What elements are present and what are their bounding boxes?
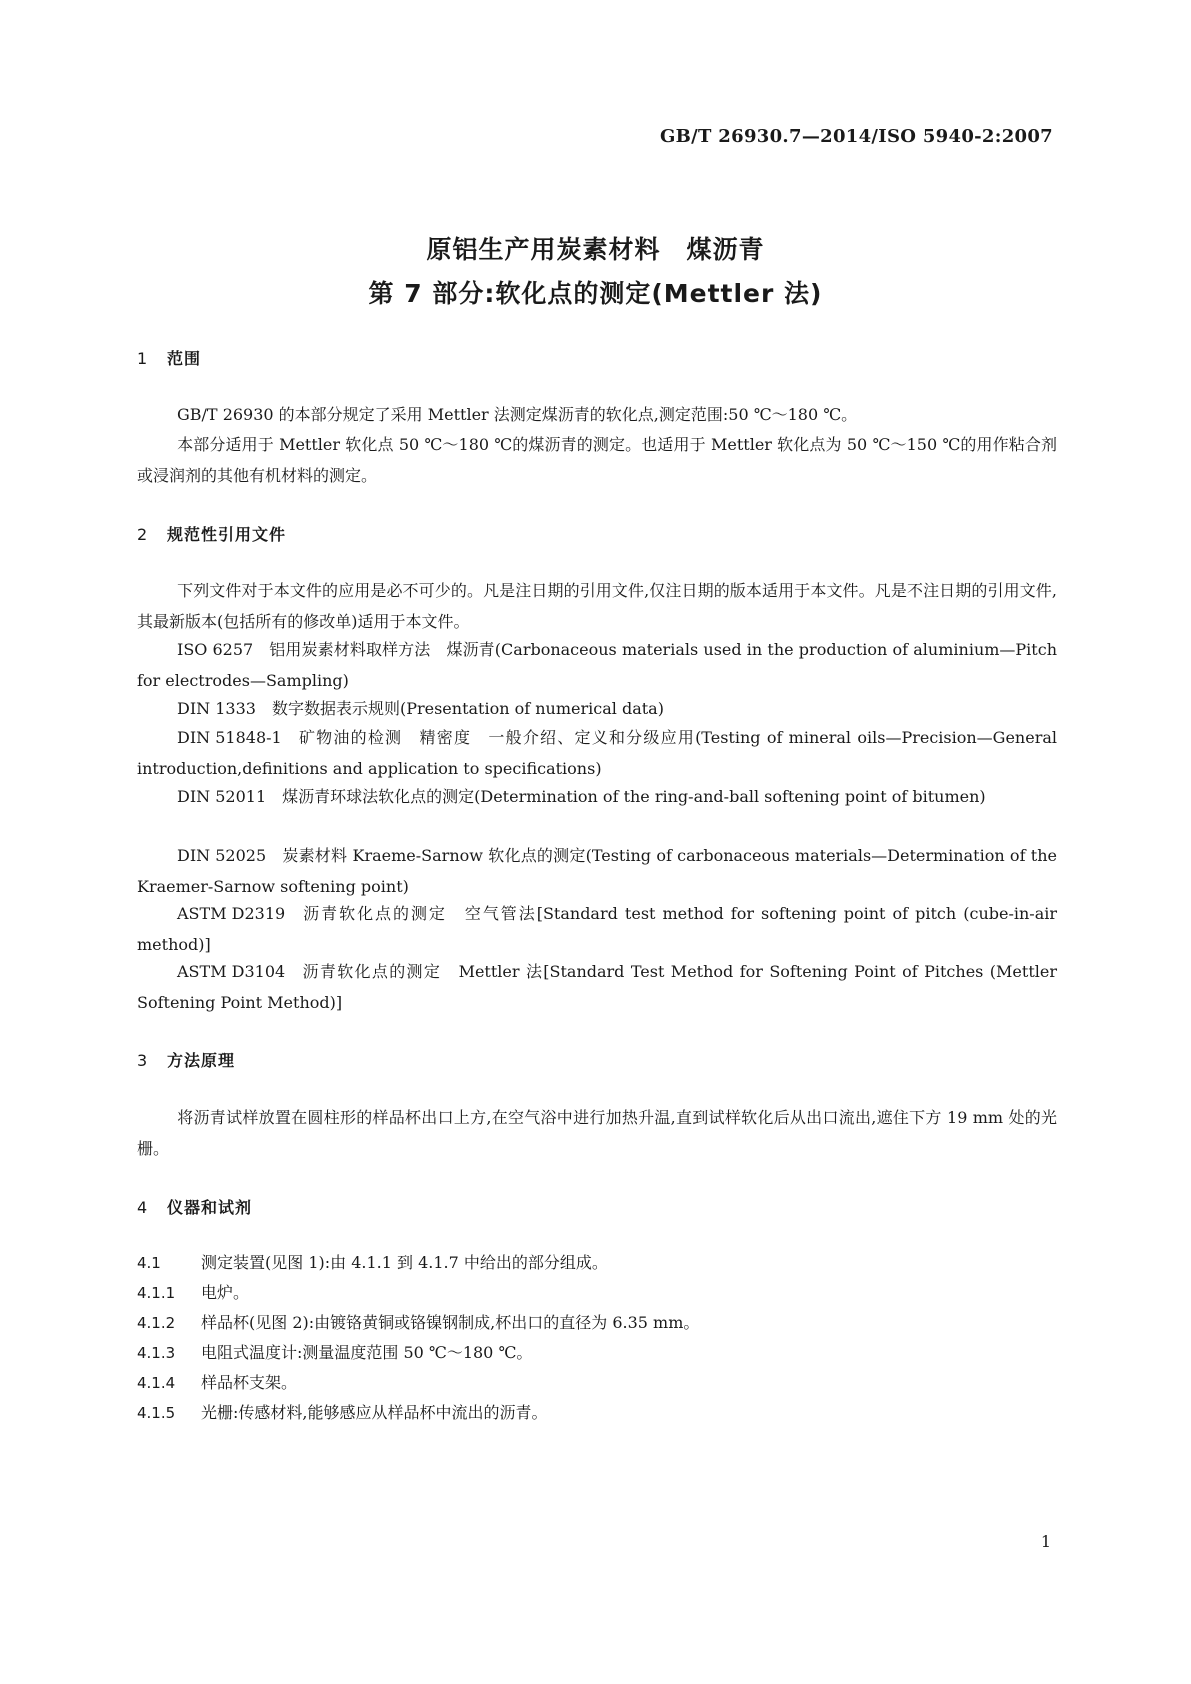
section-1-paragraph-1: GB/T 26930 的本部分规定了采用 Mettler 法测定煤沥青的软化点,测定范围:50 ℃～180 ℃。	[177, 405, 858, 424]
page-number: 1	[1040, 1532, 1051, 1551]
reference-item: DIN 52025 炭素材料 Kraeme-Sarnow 软化点的测定(Testing of carbonaceous materials—Determination of the Kraemer-Sarnow softening point)	[137, 846, 1057, 896]
reference-item: DIN 51848-1 矿物油的检测 精密度 一般介绍、定义和分级应用(Testing of mineral oils—Precision—General introduction,definitions and application to specifications)	[137, 728, 1057, 778]
section-1-heading: 1 范围	[137, 349, 202, 368]
clause-item: 4.1.2 样品杯(见图 2):由镀铬黄铜或铬镍钢制成,杯出口的直径为 6.35 mm。	[137, 1313, 700, 1332]
reference-item: ASTM D3104 沥青软化点的测定 Mettler 法[Standard Test Method for Softening Point of Pitches (Mettler Softening Point Method)]	[137, 962, 1057, 1012]
reference-item: ISO 6257 铝用炭素材料取样方法 煤沥青(Carbonaceous materials used in the production of aluminium—Pitch for electrodes—Sampling)	[137, 640, 1057, 690]
standard-code: GB/T 26930.7—2014/ISO 5940-2:2007	[659, 126, 1053, 147]
document-title-line1: 原铝生产用炭素材料 煤沥青	[426, 235, 765, 264]
reference-item: ASTM D2319 沥青软化点的测定 空气管法[Standard test method for softening point of pitch (cube-in-air method)]	[137, 904, 1057, 954]
section-1-paragraph-2: 本部分适用于 Mettler 软化点 50 ℃～180 ℃的煤沥青的测定。也适用于 Mettler 软化点为 50 ℃～150 ℃的用作粘合剂或浸润剂的其他有机材料的测定。	[137, 435, 1057, 485]
section-2-intro: 下列文件对于本文件的应用是必不可少的。凡是注日期的引用文件,仅注日期的版本适用于本文件。凡是不注日期的引用文件,其最新版本(包括所有的修改单)适用于本文件。	[137, 581, 1057, 631]
clause-item: 4.1.4 样品杯支架。	[137, 1373, 298, 1392]
section-3-paragraph: 将沥青试样放置在圆柱形的样品杯出口上方,在空气浴中进行加热升温,直到试样软化后从出口流出,遮住下方 19 mm 处的光栅。	[137, 1108, 1057, 1158]
section-3-heading: 3 方法原理	[137, 1051, 236, 1070]
document-title-line2: 第 7 部分:软化点的测定(Mettler 法)	[368, 279, 823, 308]
reference-item: DIN 1333 数字数据表示规则(Presentation of numerical data)	[177, 699, 664, 718]
section-2-heading: 2 规范性引用文件	[137, 525, 287, 544]
clause-item: 4.1.5 光栅:传感材料,能够感应从样品杯中流出的沥青。	[137, 1403, 548, 1422]
section-4-heading: 4 仪器和试剂	[137, 1198, 253, 1217]
reference-item: DIN 52011 煤沥青环球法软化点的测定(Determination of the ring-and-ball softening point of bitumen)	[177, 787, 986, 806]
clause-item: 4.1.3 电阻式温度计:测量温度范围 50 ℃～180 ℃。	[137, 1343, 533, 1362]
clause-item: 4.1 测定装置(见图 1):由 4.1.1 到 4.1.7 中给出的部分组成。	[137, 1253, 608, 1272]
clause-item: 4.1.1 电炉。	[137, 1283, 250, 1302]
